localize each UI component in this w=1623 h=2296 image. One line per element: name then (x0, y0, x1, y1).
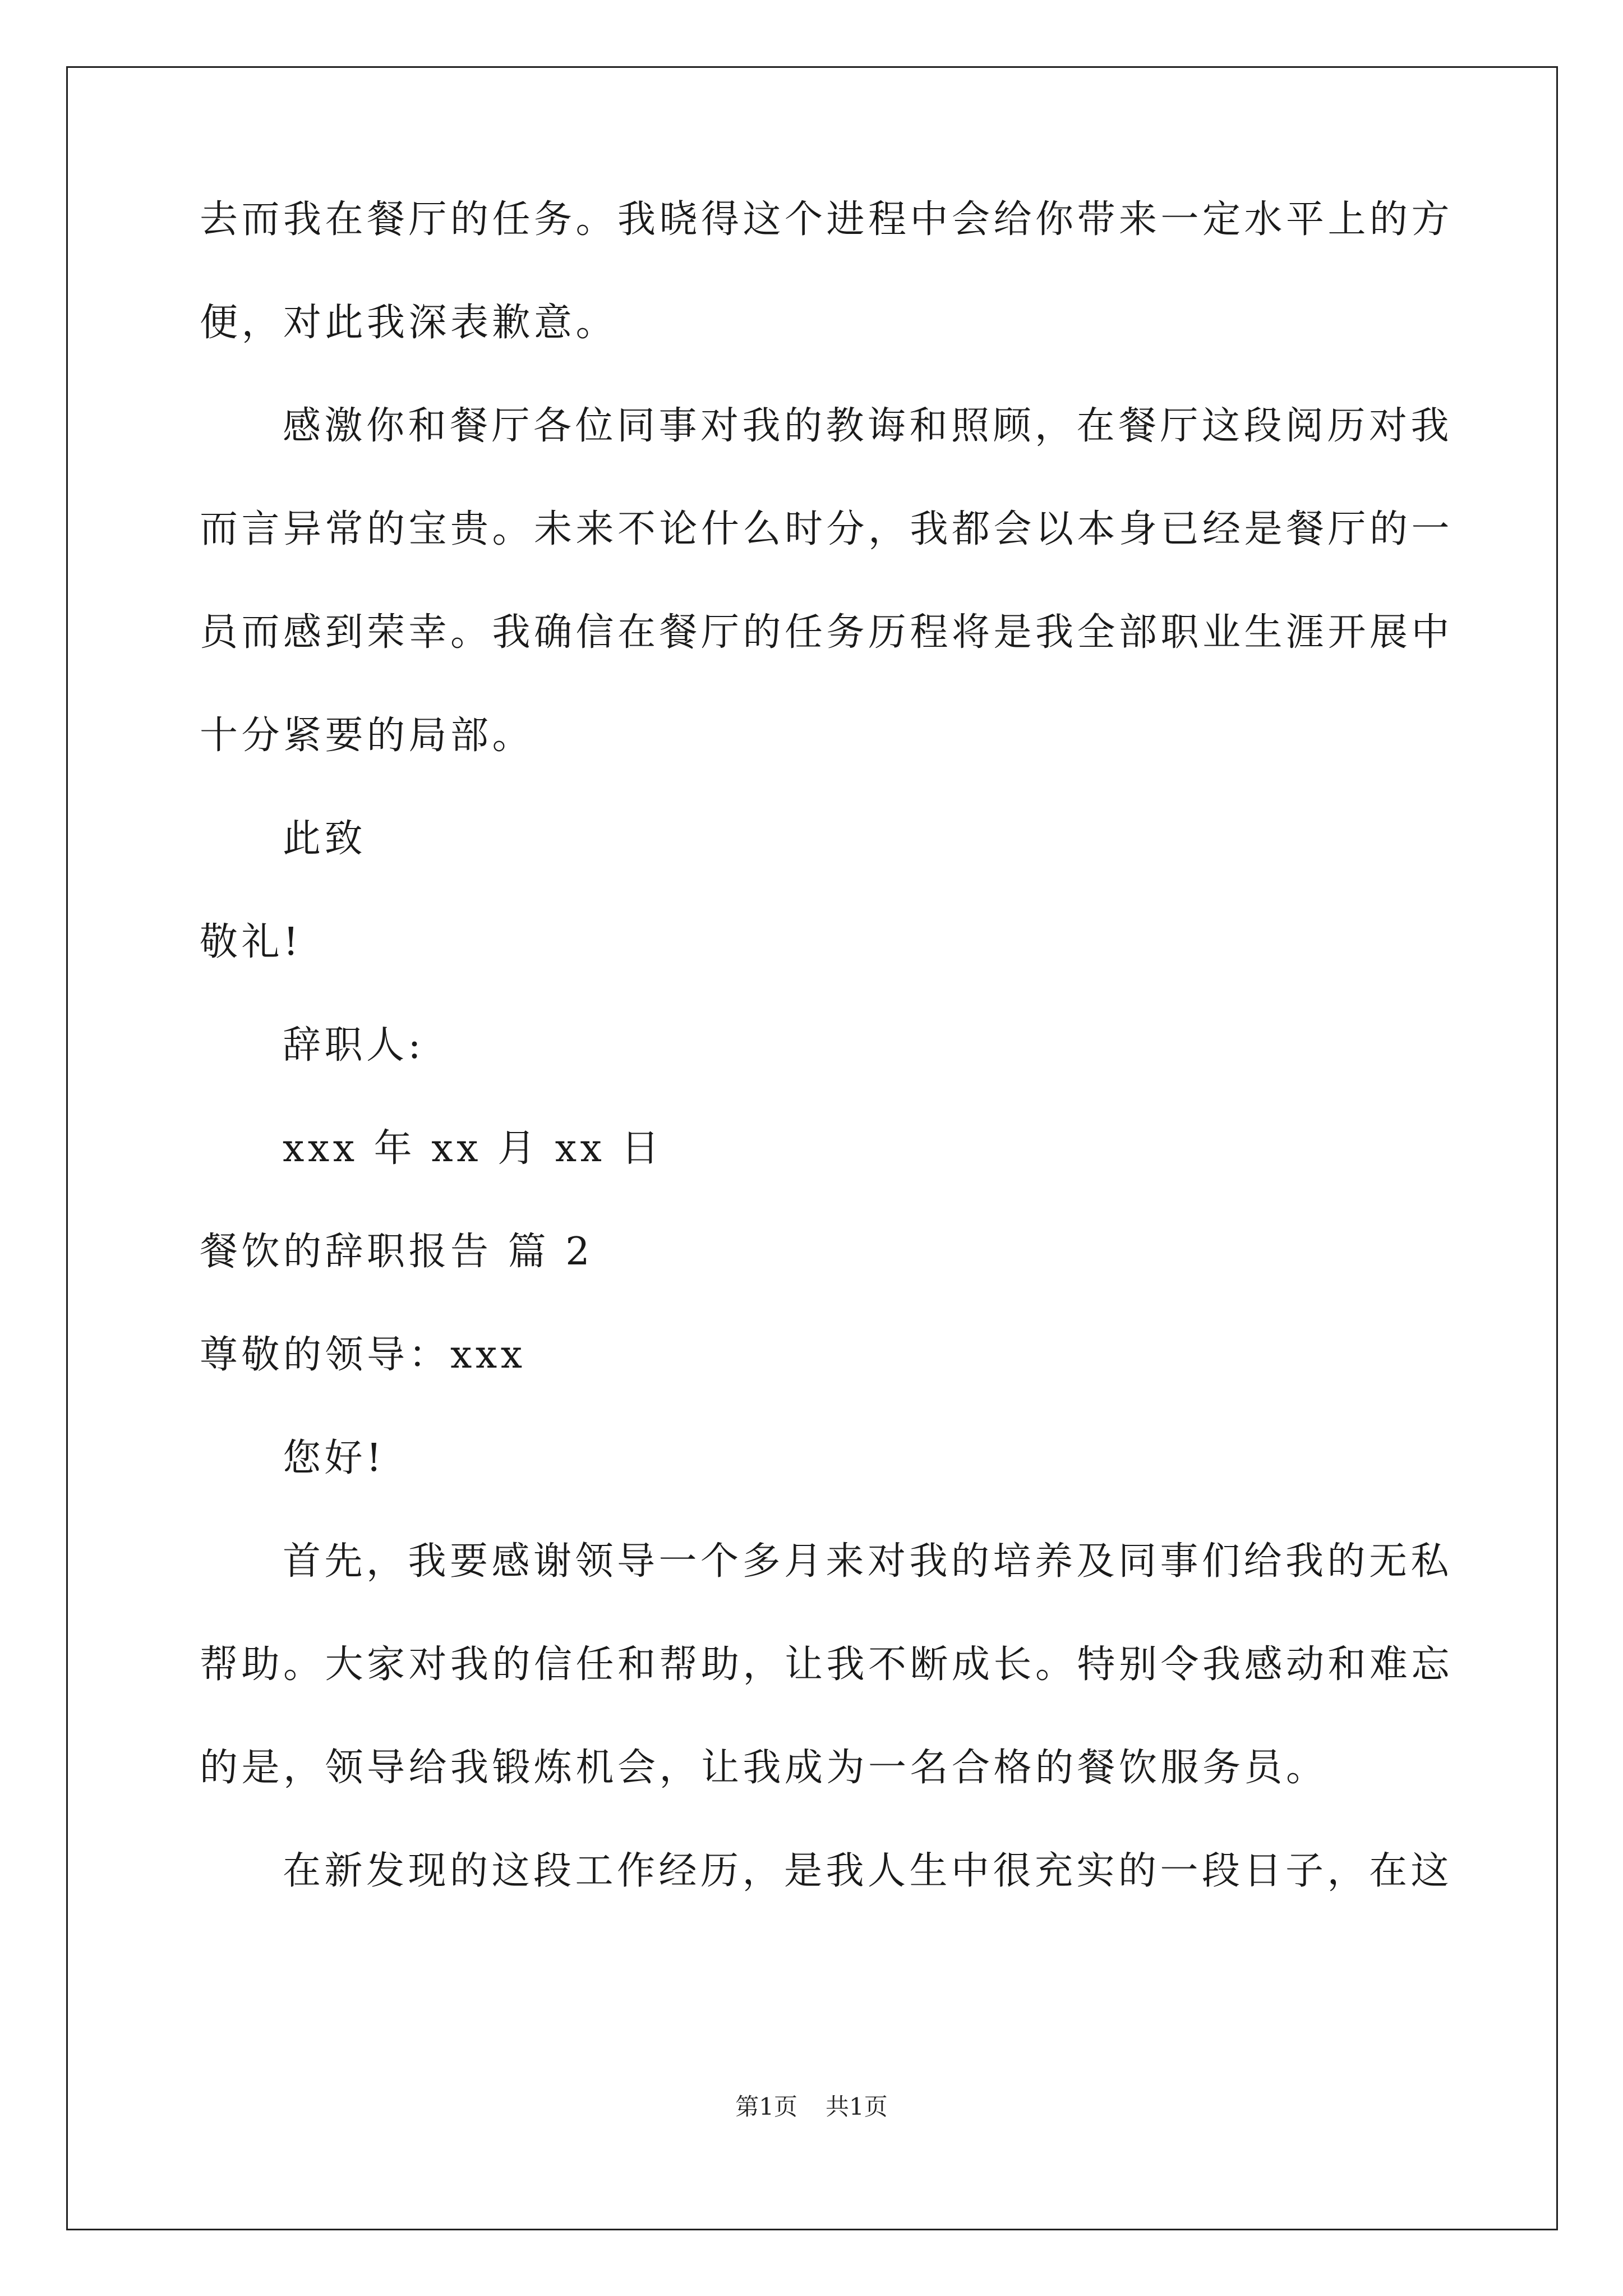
paragraph-line: 便，对此我深表歉意。 (200, 301, 618, 345)
paragraph-line: 去而我在餐厅的任务。我晓得这个进程中会给你带来一定水平上的方 (200, 197, 1454, 242)
paragraph-line: 而言异常的宝贵。未来不论什么时分，我都会以本身已经是餐厅的一 (200, 507, 1454, 551)
signature-label: 辞职人: (283, 1023, 425, 1068)
paragraph-line: 感激你和餐厅各位同事对我的教诲和照顾，在餐厅这段阅历对我 (283, 404, 1453, 448)
salutation-closing: 此致 (283, 817, 367, 861)
page-footer (0, 2091, 1623, 2123)
paragraph-line: 帮助。大家对我的信任和帮助，让我不断成长。特别令我感动和难忘 (200, 1642, 1454, 1687)
paragraph-line: 十分紧要的局部。 (200, 714, 534, 758)
section-heading: 餐饮的辞职报告 篇 2 (200, 1230, 593, 1274)
paragraph-line: 员而感到荣幸。我确信在餐厅的任务历程将是我全部职业生涯开展中 (200, 610, 1454, 655)
paragraph-line: 在新发现的这段工作经历，是我人生中很充实的一段日子，在这 (283, 1849, 1453, 1893)
salutation-regards: 敬礼! (200, 920, 302, 964)
page-number: 第1页 (735, 2093, 797, 2120)
page-total: 共1页 (826, 2093, 888, 2120)
paragraph-line: 的是，领导给我锻炼机会，让我成为一名合格的餐饮服务员。 (200, 1746, 1328, 1790)
greeting: 您好! (283, 1436, 385, 1480)
document-body (200, 194, 1454, 1948)
greeting-recipient: 尊敬的领导：xxx (200, 1333, 526, 1377)
paragraph-line: 首先，我要感谢领导一个多月来对我的培养及同事们给我的无私 (283, 1539, 1453, 1584)
date-line: xxx 年 xx 月 xx 日 (283, 1126, 663, 1171)
